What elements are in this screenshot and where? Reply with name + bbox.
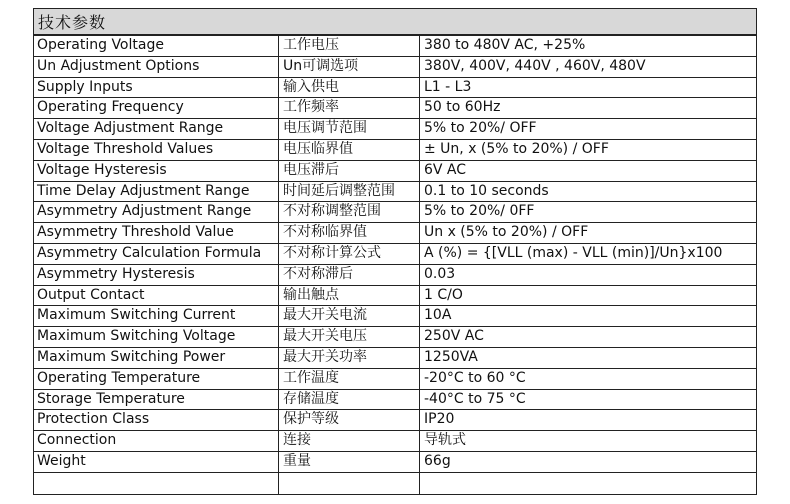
table-row <box>34 202 756 223</box>
table-row <box>34 327 756 348</box>
param-name-zh: 工作频率 <box>279 98 420 118</box>
table-row <box>34 369 756 390</box>
param-name-zh: 电压滞后 <box>279 161 420 181</box>
param-name-en <box>34 473 279 494</box>
param-value: L1 - L3 <box>424 78 472 95</box>
param-name-en: Maximum Switching Power <box>34 348 279 368</box>
param-name-zh: 工作温度 <box>279 369 420 389</box>
param-name-zh <box>279 473 420 494</box>
param-name-zh: 连接 <box>279 431 420 451</box>
param-name-zh: 输入供电 <box>279 78 420 98</box>
param-name-en: Operating Temperature <box>34 369 279 389</box>
param-name-zh: 不对称调整范围 <box>279 202 420 222</box>
param-value: ± Un, x (5% to 20%) / OFF <box>424 140 609 157</box>
table-body <box>34 36 756 494</box>
table-row <box>34 119 756 140</box>
spec-table <box>33 8 757 495</box>
param-name-zh: 最大开关电压 <box>279 327 420 347</box>
param-name-zh: 输出触点 <box>279 286 420 306</box>
param-name-en: Output Contact <box>34 286 279 306</box>
param-name-zh: 不对称临界值 <box>279 223 420 243</box>
param-name-en: Un Adjustment Options <box>34 57 279 77</box>
param-name-en: Asymmetry Hysteresis <box>34 265 279 285</box>
param-value: 导轨式 <box>424 432 466 449</box>
param-value <box>420 473 756 494</box>
param-value: 1 C/O <box>424 286 463 303</box>
param-name-en: Voltage Threshold Values <box>34 140 279 160</box>
param-name-en: Voltage Adjustment Range <box>34 119 279 139</box>
param-value: -40°C to 75 °C <box>424 390 526 407</box>
param-value: 380V, 400V, 440V , 460V, 480V <box>424 57 646 74</box>
param-name-zh: 存储温度 <box>279 390 420 410</box>
table-row <box>34 265 756 286</box>
param-value: 50 to 60Hz <box>424 99 501 116</box>
param-value: -20°C to 60 °C <box>424 369 526 386</box>
param-value: A (%) = {[VLL (max) - VLL (min)]/Un}x100 <box>424 244 723 261</box>
param-name-en: Asymmetry Calculation Formula <box>34 244 279 264</box>
param-name-en: Connection <box>34 431 279 451</box>
param-value: 0.1 to 10 seconds <box>424 182 549 199</box>
table-row <box>34 390 756 411</box>
param-name-zh: 电压调节范围 <box>279 119 420 139</box>
param-value: 5% to 20%/ 0FF <box>424 203 535 220</box>
param-value: 0.03 <box>424 265 456 282</box>
param-name-en: Maximum Switching Current <box>34 306 279 326</box>
table-row <box>34 182 756 203</box>
table-row <box>34 244 756 265</box>
table-row <box>34 140 756 161</box>
param-name-en: Weight <box>34 452 279 472</box>
param-name-zh: 电压临界值 <box>279 140 420 160</box>
param-name-en: Asymmetry Threshold Value <box>34 223 279 243</box>
table-row <box>34 57 756 78</box>
table-row <box>34 223 756 244</box>
table-row <box>34 410 756 431</box>
param-name-zh: 不对称滞后 <box>279 265 420 285</box>
param-name-en: Asymmetry Adjustment Range <box>34 202 279 222</box>
param-name-en: Maximum Switching Voltage <box>34 327 279 347</box>
param-name-en: Protection Class <box>34 410 279 430</box>
param-name-zh: 保护等级 <box>279 410 420 430</box>
param-value: 380 to 480V AC, +25% <box>424 37 586 53</box>
table-row <box>34 473 756 494</box>
param-name-en: Storage Temperature <box>34 390 279 410</box>
param-name-zh: 最大开关功率 <box>279 348 420 368</box>
param-value: Un x (5% to 20%) / OFF <box>424 224 589 241</box>
table-row <box>34 431 756 452</box>
param-value: 10A <box>424 307 452 324</box>
param-name-en: Supply Inputs <box>34 78 279 98</box>
param-name-zh: 最大开关电流 <box>279 306 420 326</box>
param-value: 6V AC <box>424 161 467 178</box>
param-name-en: Operating Frequency <box>34 98 279 118</box>
table-row <box>34 286 756 307</box>
param-value: 1250VA <box>424 348 478 365</box>
param-name-en: Voltage Hysteresis <box>34 161 279 181</box>
table-row <box>34 36 756 57</box>
param-name-zh: 重量 <box>279 452 420 472</box>
param-value: 5% to 20%/ OFF <box>424 120 537 137</box>
param-name-zh: 时间延后调整范围 <box>279 182 420 202</box>
table-row <box>34 98 756 119</box>
table-row <box>34 161 756 182</box>
table-row <box>34 78 756 99</box>
param-name-zh: 工作电压 <box>279 36 420 56</box>
table-row <box>34 452 756 473</box>
table-title <box>34 9 756 36</box>
param-name-en: Operating Voltage <box>34 36 279 56</box>
table-title-text: 技术参数 <box>38 13 107 32</box>
table-row <box>34 348 756 369</box>
param-name-zh: Un可调选项 <box>279 57 420 77</box>
param-value: IP20 <box>424 411 455 428</box>
table-row <box>34 306 756 327</box>
param-value: 250V AC <box>424 328 484 345</box>
param-value: 66g <box>424 452 451 469</box>
param-name-en: Time Delay Adjustment Range <box>34 182 279 202</box>
param-name-zh: 不对称计算公式 <box>279 244 420 264</box>
